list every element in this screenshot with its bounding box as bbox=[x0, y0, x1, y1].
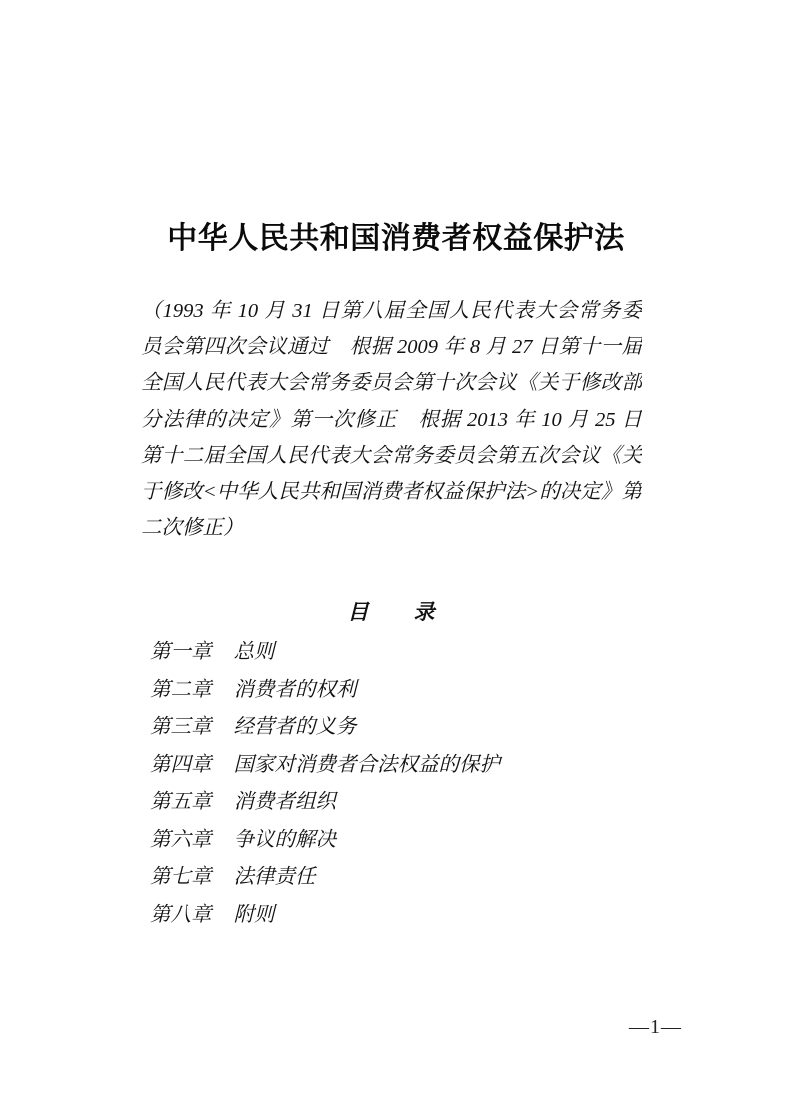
toc-item bbox=[150, 859, 642, 897]
toc-chapter-label: 第三章 bbox=[150, 716, 212, 738]
preamble-line: 分法律的决定》第一次修正 根据 2013 年 10 月 25 日 bbox=[141, 408, 642, 431]
toc-item bbox=[150, 897, 642, 935]
toc-chapter-label: 第四章 bbox=[150, 753, 212, 776]
toc-chapter-title: 法律责任 bbox=[233, 866, 316, 888]
toc-chapter-label: 第二章 bbox=[150, 678, 212, 701]
preamble-line: 员会第四次会议通过 根据 2009 年 8 月 27 日第十一届 bbox=[141, 336, 642, 359]
toc-chapter-label: 第七章 bbox=[150, 866, 212, 888]
toc-chapter-title: 消费者的权利 bbox=[233, 678, 357, 701]
preamble-line: 于修改<中华人民共和国消费者权益保护法>的决定》第 bbox=[141, 480, 642, 503]
toc-item bbox=[150, 822, 642, 860]
toc-chapter-title: 争议的解决 bbox=[233, 828, 336, 851]
toc-chapter-title: 总则 bbox=[233, 641, 275, 663]
preamble-paragraph bbox=[141, 293, 642, 546]
table-of-contents bbox=[150, 634, 642, 934]
toc-heading: 目 录 bbox=[347, 600, 436, 624]
toc-item bbox=[150, 784, 642, 822]
toc-item bbox=[150, 709, 642, 747]
toc-item bbox=[150, 672, 642, 710]
toc-chapter-title: 附则 bbox=[233, 903, 275, 926]
toc-item bbox=[150, 634, 642, 672]
preamble-line: 二次修正） bbox=[141, 517, 244, 540]
preamble-line: 全国人民代表大会常务委员会第十次会议《关于修改部 bbox=[141, 372, 642, 395]
toc-chapter-title: 消费者组织 bbox=[233, 791, 336, 813]
toc-chapter-title: 经营者的义务 bbox=[233, 716, 357, 738]
page-number: —1— bbox=[629, 1016, 682, 1038]
toc-chapter-label: 第五章 bbox=[150, 791, 212, 813]
document-title: 中华人民共和国消费者权益保护法 bbox=[167, 222, 625, 255]
toc-item bbox=[150, 747, 642, 785]
toc-chapter-label: 第六章 bbox=[150, 828, 212, 851]
preamble-line: 第十二届全国人民代表大会常务委员会第五次会议《关 bbox=[141, 444, 642, 467]
toc-chapter-label: 第一章 bbox=[150, 641, 212, 663]
toc-chapter-title: 国家对消费者合法权益的保护 bbox=[233, 753, 500, 776]
preamble-line: （1993 年 10 月 31 日第八届全国人民代表大会常务委 bbox=[141, 300, 642, 322]
toc-chapter-label: 第八章 bbox=[150, 903, 212, 926]
